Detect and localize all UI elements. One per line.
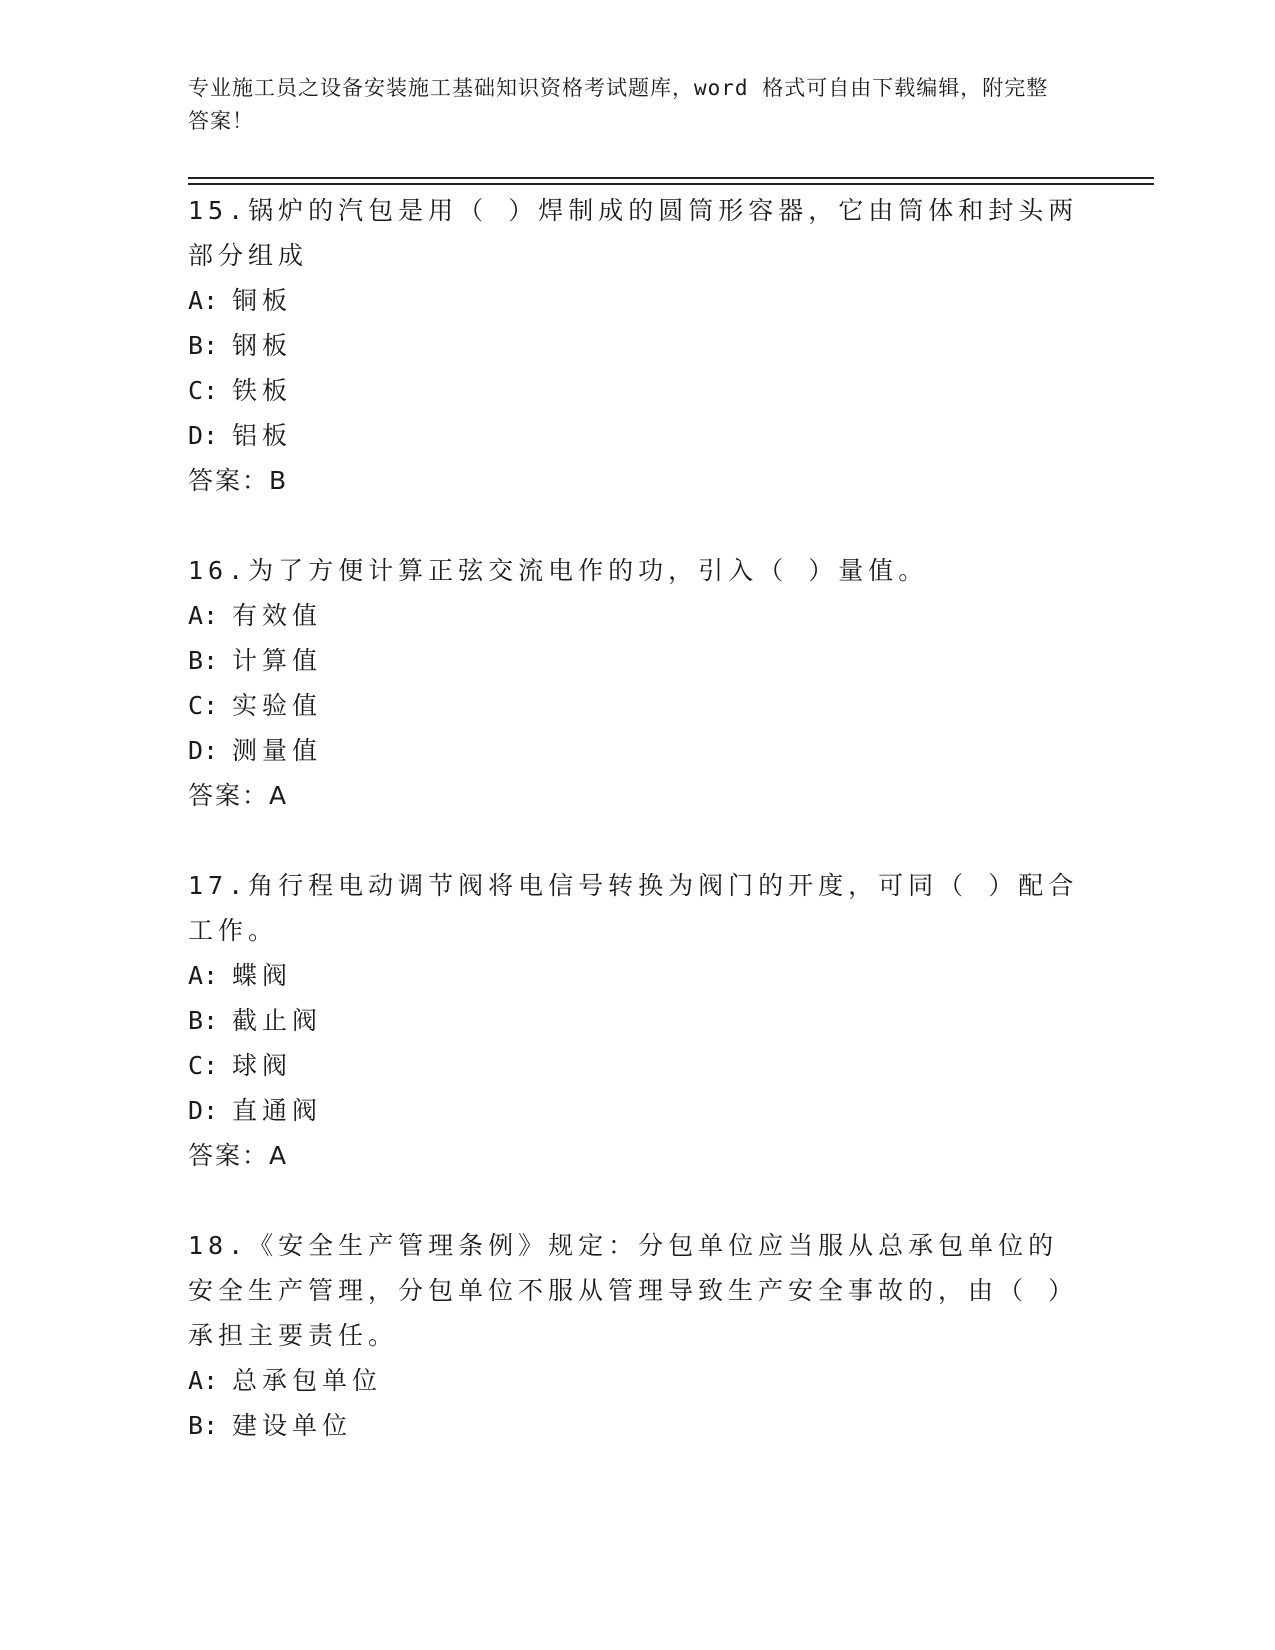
option-key: D: <box>188 736 219 765</box>
option-text: 总承包单位 <box>232 1366 383 1395</box>
option-key: A: <box>188 286 219 315</box>
answer-line: 答案：A <box>188 1141 289 1170</box>
question-17 <box>188 863 1088 1178</box>
header-divider-top <box>188 177 1154 179</box>
option-a <box>188 278 1088 323</box>
option-c <box>188 683 1088 728</box>
option-a <box>188 593 1088 638</box>
option-text: 球阀 <box>232 1051 293 1080</box>
option-b <box>188 1403 1088 1448</box>
option-text: 测量值 <box>232 736 323 765</box>
question-list <box>188 188 1088 1493</box>
question-15 <box>188 188 1088 503</box>
option-a <box>188 1358 1088 1403</box>
question-stem: 18.《安全生产管理条例》规定：分包单位应当服从总承包单位的安全生产管理，分包单位不服从管理导致生产安全事故的，由（ ）承担主要责任。 <box>188 1231 1079 1350</box>
option-text: 实验值 <box>232 691 323 720</box>
option-key: A: <box>188 1366 219 1395</box>
question-16 <box>188 548 1088 818</box>
header-text: 专业施工员之设备安装施工基础知识资格考试题库，word 格式可自由下载编辑，附完整答案！ <box>188 76 1049 133</box>
option-text: 蝶阀 <box>232 961 293 990</box>
option-c <box>188 1043 1088 1088</box>
option-text: 铝板 <box>232 421 293 450</box>
option-text: 计算值 <box>232 646 323 675</box>
option-key: B: <box>188 331 219 360</box>
option-text: 铁板 <box>232 376 293 405</box>
option-text: 铜板 <box>232 286 293 315</box>
option-key: A: <box>188 601 219 630</box>
option-b <box>188 323 1088 368</box>
option-text: 钢板 <box>232 331 293 360</box>
answer-line: 答案：B <box>188 466 289 495</box>
question-stem: 17.角行程电动调节阀将电信号转换为阀门的开度，可同（ ）配合工作。 <box>188 871 1079 945</box>
option-b <box>188 638 1088 683</box>
option-text: 有效值 <box>232 601 323 630</box>
option-text: 截止阀 <box>232 1006 323 1035</box>
option-key: B: <box>188 1006 219 1035</box>
option-c <box>188 368 1088 413</box>
option-b <box>188 998 1088 1043</box>
answer-line: 答案：A <box>188 781 289 810</box>
option-text: 建设单位 <box>232 1411 353 1440</box>
question-stem: 16.为了方便计算正弦交流电作的功，引入（ ）量值。 <box>188 556 929 585</box>
option-key: D: <box>188 1096 219 1125</box>
option-text: 直通阀 <box>232 1096 323 1125</box>
document-header <box>188 72 1068 138</box>
header-divider-bottom <box>188 183 1154 185</box>
option-d <box>188 1088 1088 1133</box>
option-key: B: <box>188 646 219 675</box>
question-stem: 15.锅炉的汽包是用（ ）焊制成的圆筒形容器，它由筒体和封头两部分组成 <box>188 196 1079 270</box>
option-key: C: <box>188 1051 219 1080</box>
option-key: C: <box>188 376 219 405</box>
option-d <box>188 728 1088 773</box>
option-key: A: <box>188 961 219 990</box>
option-key: C: <box>188 691 219 720</box>
option-key: B: <box>188 1411 219 1440</box>
option-key: D: <box>188 421 219 450</box>
option-d <box>188 413 1088 458</box>
option-a <box>188 953 1088 998</box>
question-18 <box>188 1223 1088 1448</box>
